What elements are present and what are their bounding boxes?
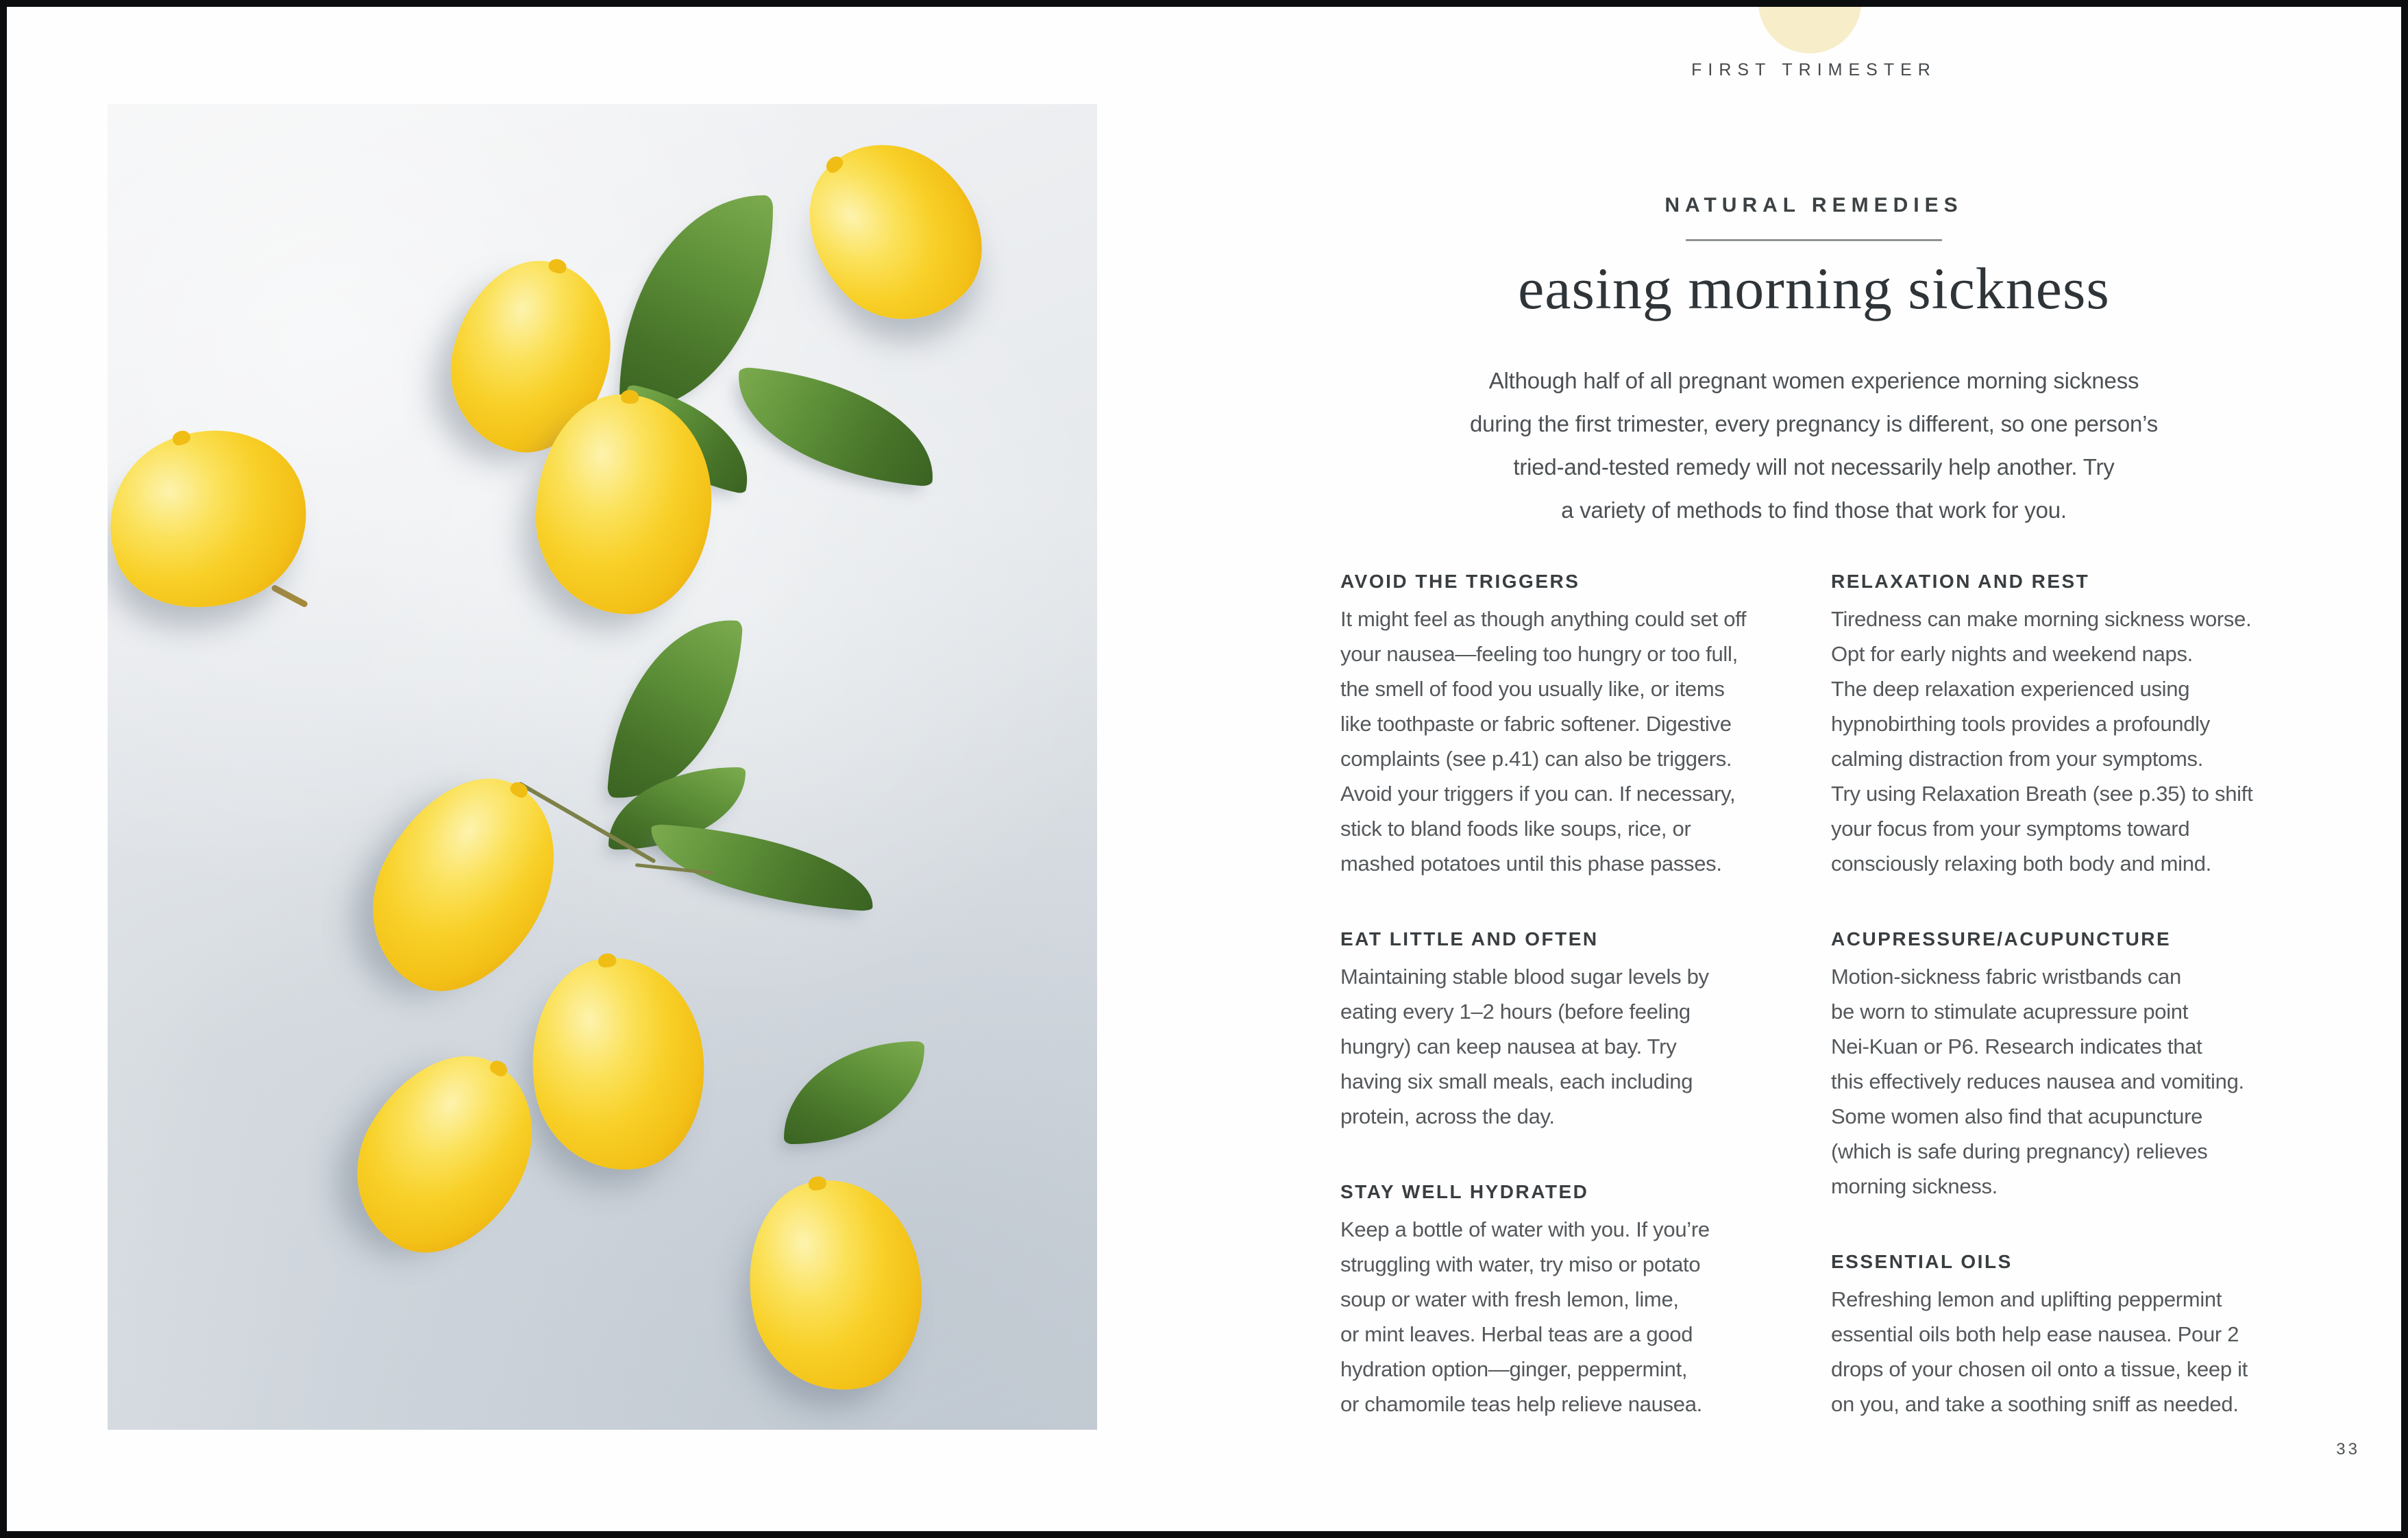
body-line: or chamomile teas help relieve nausea. [1340,1392,1702,1416]
body-line: Maintaining stable blood sugar levels by [1340,965,1709,989]
body-line: Refreshing lemon and uplifting peppermint [1831,1287,2222,1311]
page-number: 33 [2336,1440,2360,1459]
body-line: The deep relaxation experienced using [1831,677,2190,701]
body-line: be worn to stimulate acupressure point [1831,1000,2189,1024]
column-right [1831,570,2304,1468]
section-heading: AVOID THE TRIGGERS [1340,571,1580,592]
body-line: Tiredness can make morning sickness worse. [1831,607,2252,631]
body-line: (which is safe during pregnancy) relieves [1831,1139,2208,1163]
intro-paragraph [1334,359,2294,532]
body-line: or mint leaves. Herbal teas are a good [1340,1322,1693,1346]
body-line: this effectively reduces nausea and vomiting. [1831,1069,2244,1093]
lemon [324,1025,567,1282]
remedy-section [1831,570,2304,881]
intro-line: a variety of methods to find those that work for you. [1561,497,2067,523]
section-heading: STAY WELL HYDRATED [1340,1181,1589,1202]
leaf [784,1041,924,1144]
intro-line: during the first trimester, every pregnancy is different, so one person’s [1469,411,2159,436]
remedy-section [1340,570,1813,881]
body-line: Motion-sickness fabric wristbands can [1831,965,2181,989]
column-left [1340,570,1813,1468]
article-title: easing morning sickness [1518,256,2110,321]
lemon-stem [271,584,308,608]
intro-line: tried-and-tested remedy will not necessarily help another. Try [1513,454,2115,480]
remedy-section [1340,1180,1813,1422]
body-line: hungry) can keep nausea at bay. Try [1340,1034,1677,1058]
category-label: NATURAL REMEDIES [1664,194,1963,216]
body-line: It might feel as though anything could set off [1340,607,1747,631]
page-kicker: FIRST TRIMESTER [1691,60,1937,79]
body-line: essential oils both help ease nausea. Pour 2 [1831,1322,2239,1346]
body-line: hydration option—ginger, peppermint, [1340,1357,1688,1381]
body-line: Nei-Kuan or P6. Research indicates that [1831,1034,2202,1058]
body-line: your nausea—feeling too hungry or too full, [1340,642,1738,666]
body-line: the smell of food you usually like, or items [1340,677,1725,701]
body-line: morning sickness. [1831,1174,1998,1198]
intro-line: Although half of all pregnant women experience morning sickness [1488,368,2139,393]
body-line: Some women also find that acupuncture [1831,1104,2203,1128]
lemon [774,110,1016,354]
lemon [339,747,589,1021]
body-line: mashed potatoes until this phase passes. [1340,852,1722,876]
remedy-section [1340,928,1813,1134]
body-line: Try using Relaxation Breath (see p.35) to shift [1831,782,2253,806]
body-line: drops of your chosen oil onto a tissue, keep it [1831,1357,2248,1381]
body-line: consciously relaxing both body and mind. [1831,852,2211,876]
body-line: Avoid your triggers if you can. If necessary, [1340,782,1736,806]
lemon [733,1167,938,1404]
accent-circle [1758,7,1861,53]
body-line: struggling with water, try miso or potato [1340,1252,1701,1276]
section-heading: RELAXATION AND REST [1831,571,2090,592]
body-line: hypnobirthing tools provides a profoundly [1831,712,2210,736]
body-line: like toothpaste or fabric softener. Digestive [1340,712,1732,736]
section-heading: ACUPRESSURE/ACUPUNCTURE [1831,928,2172,950]
body-line: eating every 1–2 hours (before feeling [1340,1000,1691,1024]
body-line: on you, and take a soothing sniff as needed. [1831,1392,2239,1416]
lemon [521,950,714,1178]
remedy-section [1831,928,2304,1204]
body-line: having six small meals, each including [1340,1069,1693,1093]
body-line: complaints (see p.41) can also be triggers. [1340,747,1732,771]
divider-rule [1686,239,1942,241]
body-line: your focus from your symptoms toward [1831,817,2190,841]
lemons-photo [108,104,1097,1430]
body-line: soup or water with fresh lemon, lime, [1340,1287,1679,1311]
section-heading: ESSENTIAL OILS [1831,1251,2013,1272]
body-line: stick to bland foods like soups, rice, or [1340,817,1691,841]
leaf [730,367,941,486]
body-line: Keep a bottle of water with you. If you’re [1340,1217,1710,1241]
remedy-section [1831,1250,2304,1422]
section-heading: EAT LITTLE AND OFTEN [1340,928,1599,950]
page [7,7,2401,1531]
body-line: protein, across the day. [1340,1104,1555,1128]
body-line: calming distraction from your symptoms. [1831,747,2204,771]
body-line: Opt for early nights and weekend naps. [1831,642,2193,666]
